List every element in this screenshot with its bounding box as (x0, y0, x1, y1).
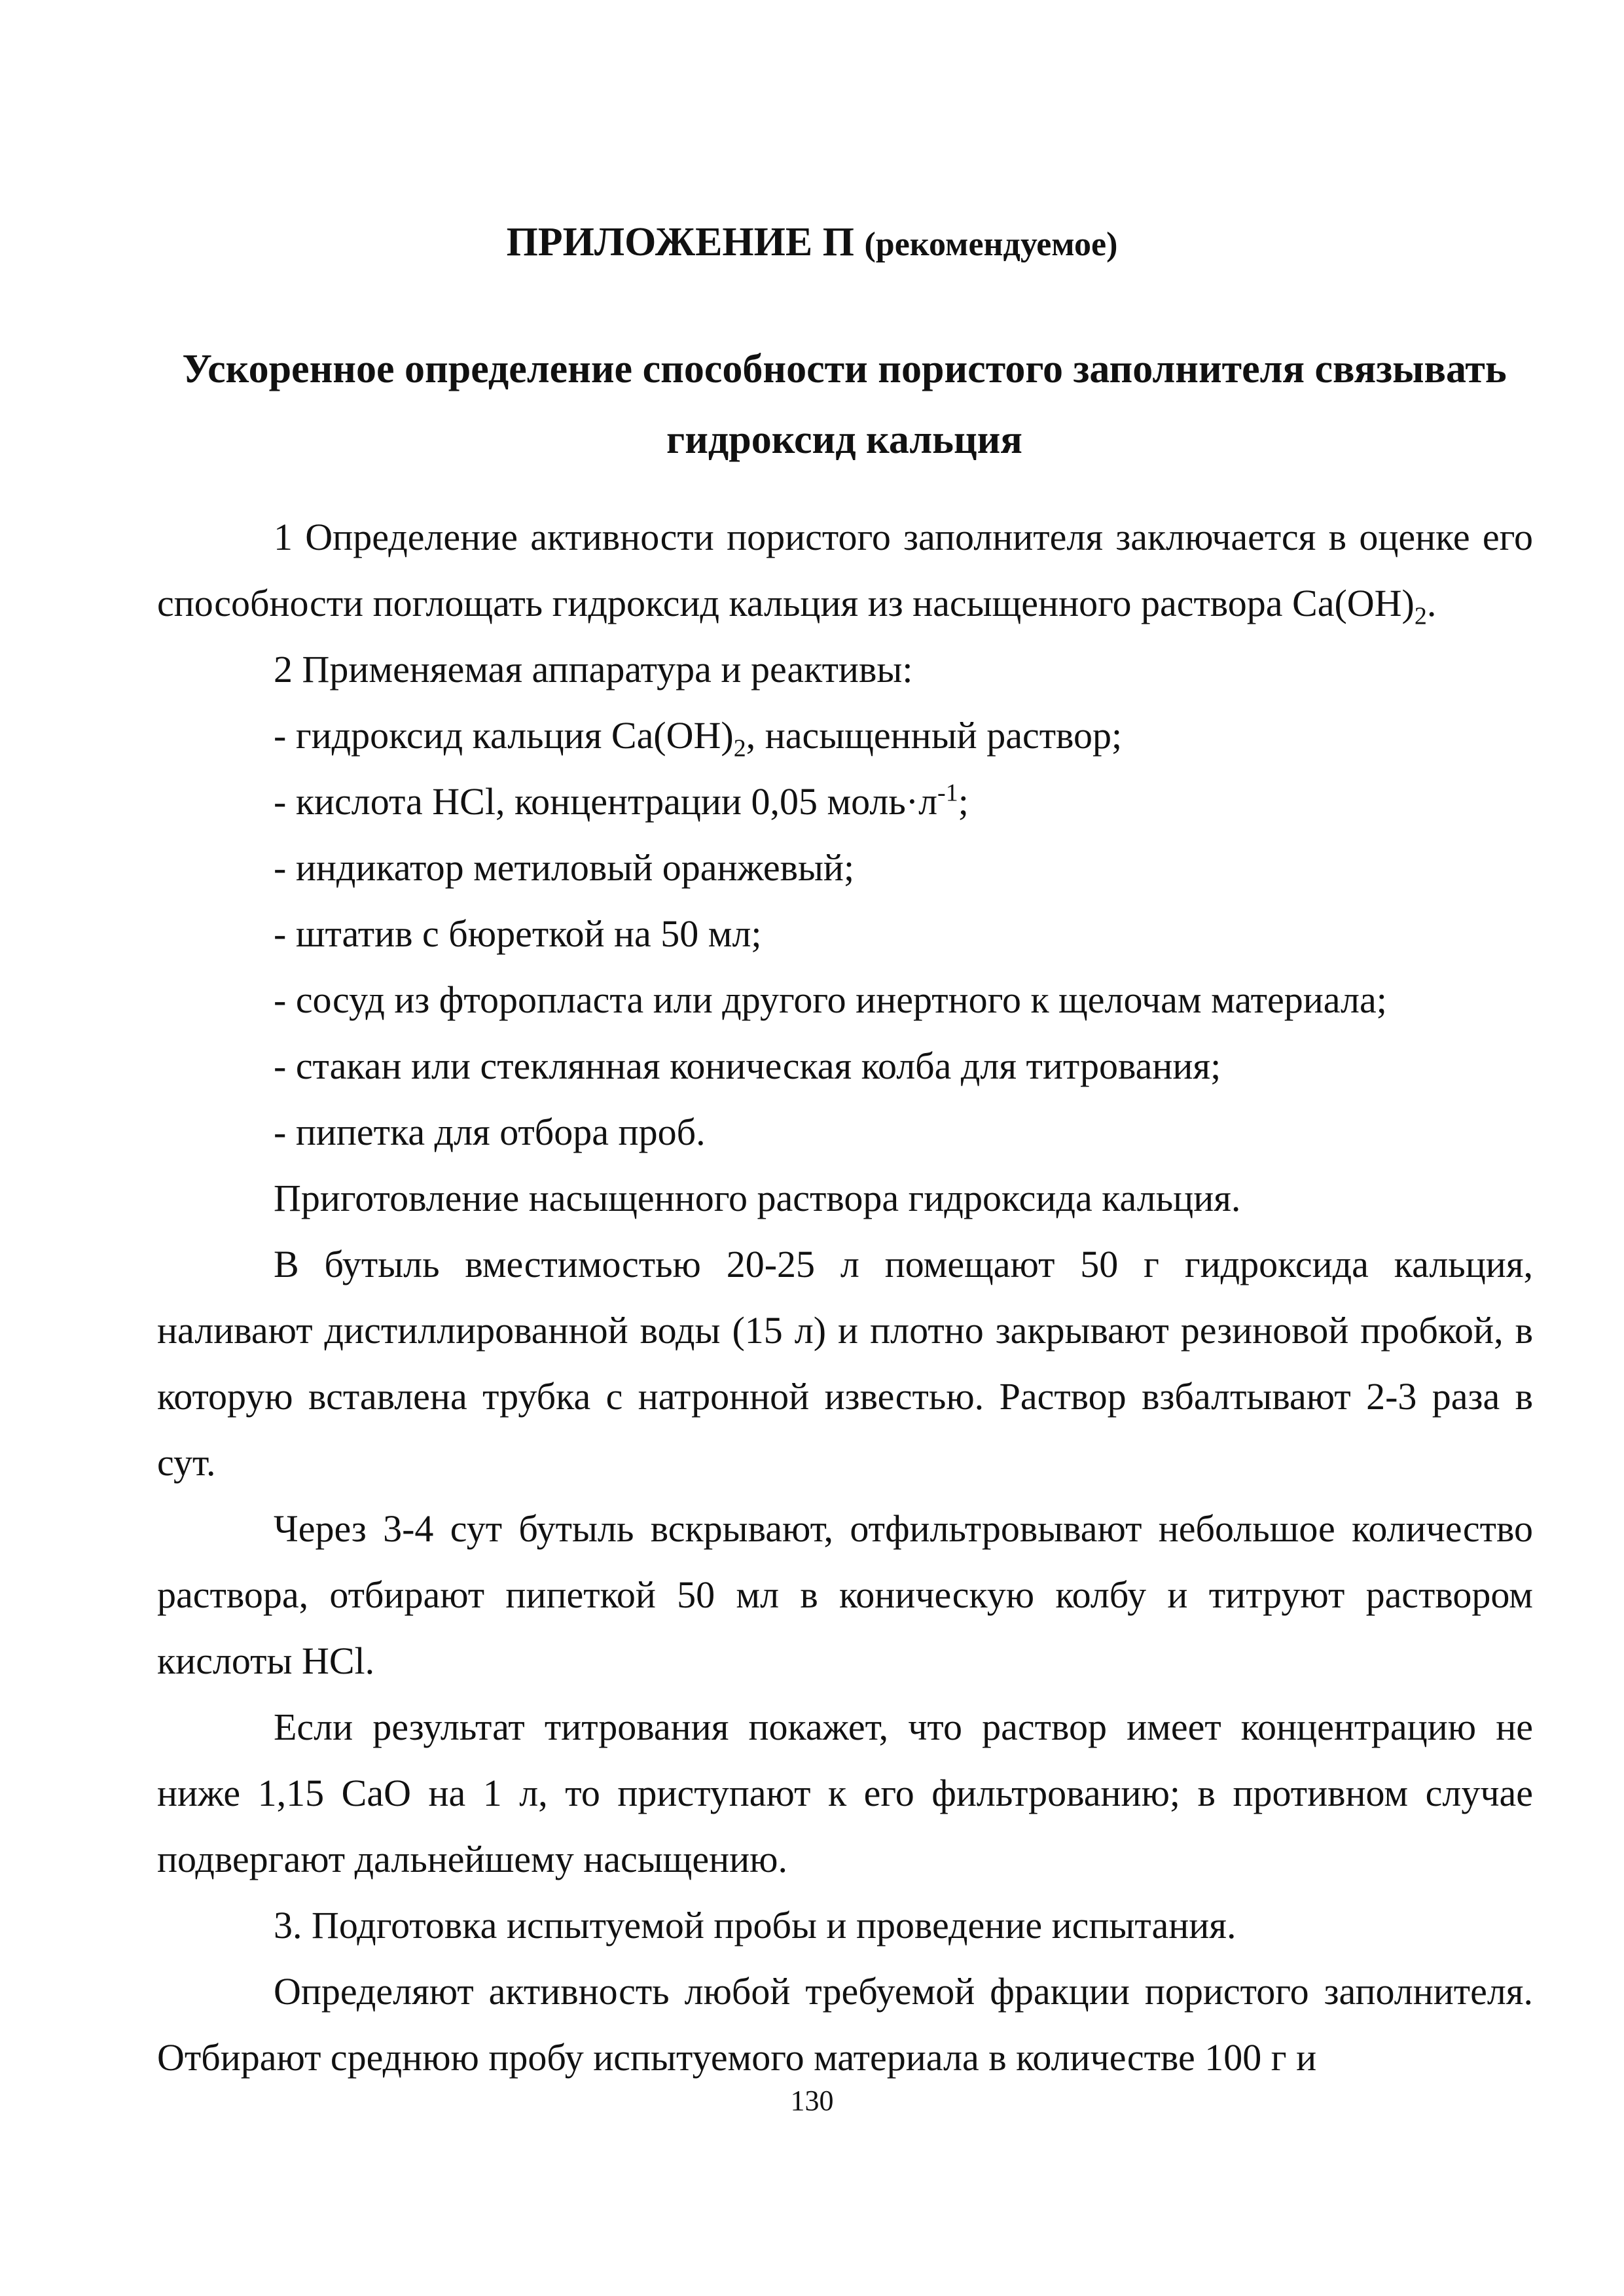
paragraph-1 (157, 504, 1533, 636)
list-item-1-text: - гидроксид кальция Са(ОН) (274, 714, 734, 757)
paragraph-2: 2 Применяемая аппаратура и реактивы: (274, 648, 913, 691)
page-number: 130 (790, 2085, 834, 2117)
list-item-1-end: , насыщенный раствор; (746, 714, 1123, 757)
list-item-1-subscript: 2 (733, 734, 746, 762)
list-item-2-superscript: -1 (937, 779, 958, 807)
appendix-title (0, 216, 1624, 271)
paragraph-1-end: . (1426, 582, 1437, 624)
body-text (157, 504, 1533, 2090)
appendix-title-text: ПРИЛОЖЕНИЕ П (506, 220, 854, 264)
paragraph-1-text: 1 Определение активности пористого заполнителя заключается в оценке его способности поглощать гидроксид кальция из насыщенного раствора Са(ОН) (157, 516, 1533, 624)
list-item: - индикатор метиловый оранжевый; (274, 846, 855, 889)
prep-heading: Приготовление насыщенного раствора гидроксида кальция. (274, 1177, 1241, 1219)
list-item: - стакан или стеклянная коническая колба для титрования; (274, 1045, 1221, 1087)
appendix-note: (рекомендуемое) (864, 226, 1118, 263)
list-item (157, 702, 1533, 768)
paragraph-4: Определяют активность любой требуемой фракции пористого заполнителя. Отбирают среднюю пробу испытуемого материала в количестве 100 г и (157, 1970, 1533, 2079)
paragraph-1-subscript: 2 (1414, 602, 1427, 630)
list-item-2-end: ; (958, 780, 969, 823)
list-item-2-text: - кислота НСl, концентрации 0,05 моль·л (274, 780, 938, 823)
list-item (157, 768, 1533, 834)
list-item: - пипетка для отбора проб. (274, 1111, 706, 1153)
prep-paragraph-1: В бутыль вместимостью 20-25 л помещают 50 г гидроксида кальция, наливают дистиллированной воды (15 л) и плотно закрывают резиновой пробкой, в которую вставлена трубка с натронной известью. Раствор взбалтывают 2-3 раза в сут. (157, 1243, 1533, 1484)
paragraph-3: 3. Подготовка испытуемой пробы и проведение испытания. (274, 1904, 1236, 1946)
prep-paragraph-2: Через 3-4 сут бутыль вскрывают, отфильтровывают небольшое количество раствора, отбирают пипеткой 50 мл в коническую колбу и титруют раствором кислоты НСl. (157, 1507, 1533, 1682)
prep-paragraph-3: Если результат титрования покажет, что раствор имеет концентрацию не ниже 1,15 СаО на 1 л, то приступают к его фильтрованию; в противном случае подвергают дальнейшему насыщению. (157, 1706, 1533, 1880)
section-title: Ускоренное определение способности пористого заполнителя связывать гидроксид кальция (182, 347, 1507, 462)
list-item: - сосуд из фторопласта или другого инертного к щелочам материала; (274, 978, 1387, 1021)
list-item: - штатив с бюреткой на 50 мл; (274, 912, 762, 955)
